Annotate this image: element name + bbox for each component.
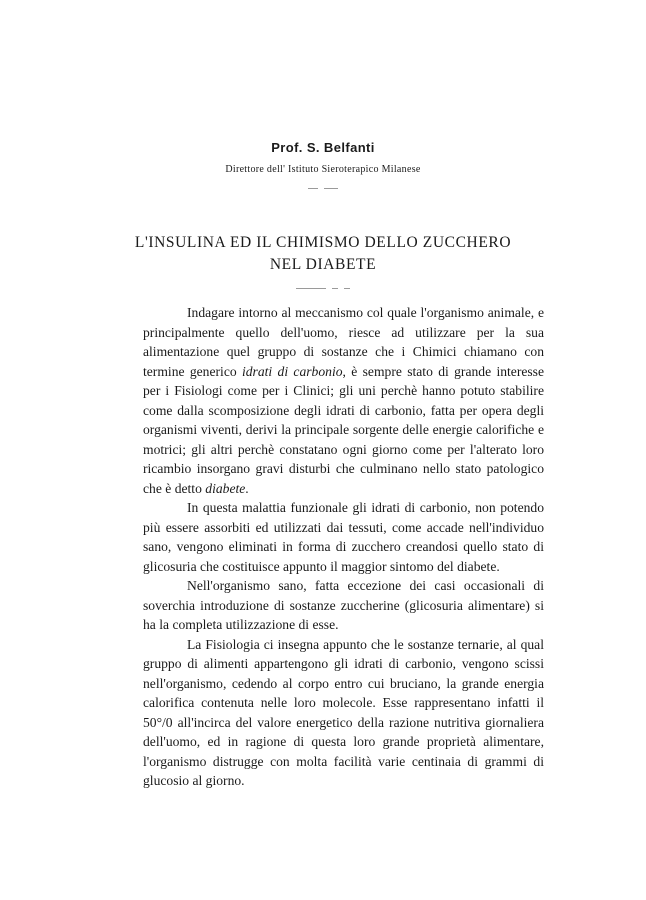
- term-diabete: diabete: [205, 480, 246, 496]
- paragraph-3: Nell'organismo sano, fatta eccezione dei casi occasionali di soverchia introduzione di sostanze zuccherine (glicosuria alimentare) si ha la completa utilizzazione di esse.: [143, 578, 544, 632]
- title-line-2: NEL DIABETE: [269, 256, 377, 273]
- paragraph-1-text-c: .: [245, 480, 249, 496]
- article-title: [0, 232, 646, 276]
- author-name: Prof. S. Belfanti: [271, 140, 375, 155]
- paragraph-4: La Fisiologia ci insegna appunto che le sostanze ternarie, al qual gruppo di alimenti appartengono gli idrati di carbonio, vengono scissi nell'organismo, cedendo al corpo entro cui bruciano, la grande energia calorifica contenuta nelle loro molecole. Esse rappresentano infatti il 50°/0 all'incirca del valore energetico della razione nutritiva giornaliera dell'uomo, ed in ragione di questa loro grande proprietà alimentare, l'organismo distrugge con molta facilità varie centinaia di grammi di glucosio al giorno.: [143, 636, 544, 788]
- article-body: [143, 303, 544, 791]
- paragraph-1-text-b: , è sempre stato di grande interesse per i Fisiologi come per i Clinici; gli uni perchè hanno potuto stabilire come dalla scomposizione degli idrati di carbonio, fatta per opera degli organismi viventi, derivi la principale sorgente delle energie calorifiche e motrici; gli altri perchè constatano ogni giorno come per l'alterato loro ricambio insorgano gravi disturbi che culminano nello stato patologico che è detto: [143, 363, 544, 496]
- paragraph-2: In questa malattia funzionale gli idrati di carbonio, non potendo più essere assorbiti ed utilizzati dai tessuti, come accade nell'individuo sano, vengono eliminati in forma di zucchero creandosi quello stato di glicosuria che costituisce appunto il maggior sintomo del diabete.: [143, 500, 544, 574]
- author-affiliation: Direttore dell' Istituto Sieroterapico Milanese: [225, 164, 421, 175]
- term-idrati-di-carbonio: idrati di carbonio: [241, 363, 343, 379]
- title-line-1: L'INSULINA ED IL CHIMISMO DELLO ZUCCHERO: [134, 234, 512, 251]
- header-separator: [0, 188, 646, 189]
- paragraph-1: [143, 303, 544, 498]
- title-separator: [0, 288, 646, 289]
- paragraph-1-text-a: Indagare intorno al meccanismo col quale l'organismo animale, e principalmente quello dell'uomo, riesce ad utilizzare per la sua alimentazione quel gruppo di sostanze che i Chimici chiamano con termine generico: [143, 305, 544, 379]
